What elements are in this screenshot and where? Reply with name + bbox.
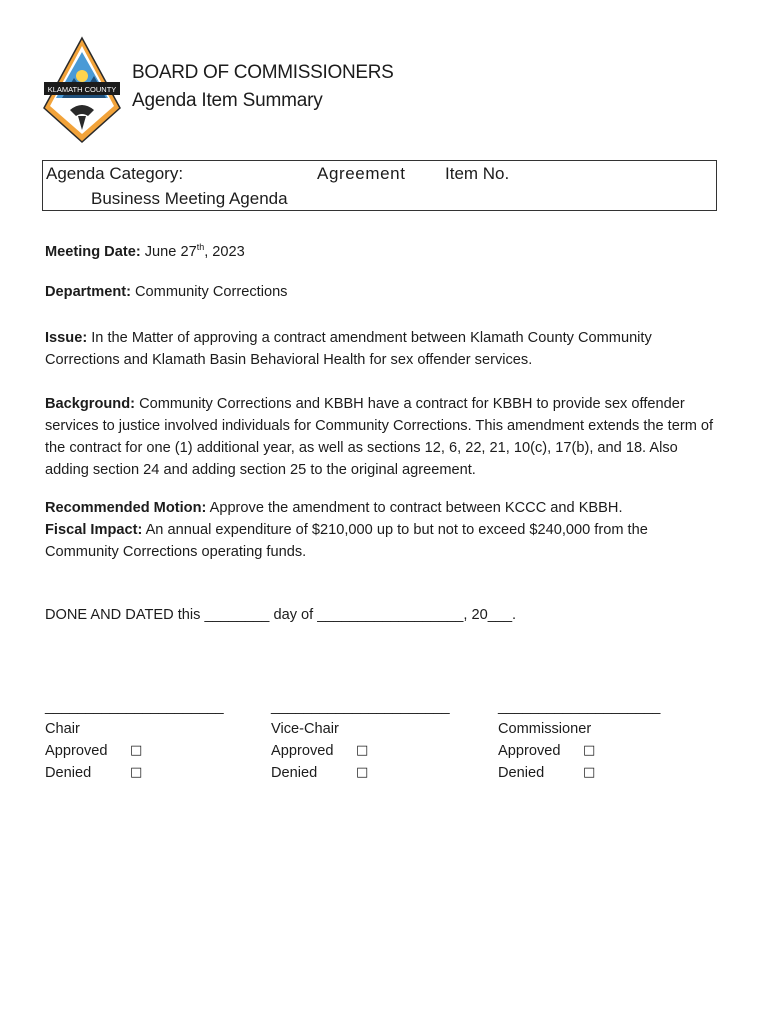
done-and-dated: DONE AND DATED this ________ day of __________________, 20___. [45, 607, 517, 623]
department-label: Department: [45, 284, 131, 300]
issue-text: In the Matter of approving a contract amendment between Klamath County Community Corrections and Klamath Basin Behavioral Health for sex offender services. [45, 330, 652, 368]
signature-role: Vice-Chair [271, 721, 339, 737]
meeting-date-label: Meeting Date: [45, 243, 141, 260]
denied-checkbox[interactable]: □ [130, 765, 143, 780]
denied-label: Denied [498, 765, 545, 781]
klamath-county-logo [40, 36, 124, 144]
signature-role: Chair [45, 721, 80, 737]
meeting-date-value: June 27th, 2023 [144, 242, 245, 260]
background [45, 393, 725, 481]
approved-checkbox[interactable]: □ [356, 743, 369, 758]
recommended-motion [45, 497, 725, 519]
motion-text: Approve the amendment to contract between KCCC and KBBH. [209, 500, 623, 516]
denied-label: Denied [45, 765, 92, 781]
fiscal-impact [45, 519, 725, 563]
agenda-category-box [42, 160, 717, 211]
signature-block-chair [45, 696, 255, 784]
denied-checkbox[interactable]: □ [583, 765, 596, 780]
svg-text:KLAMATH COUNTY: KLAMATH COUNTY [47, 85, 117, 94]
department [45, 281, 725, 303]
approved-label: Approved [498, 743, 561, 759]
department-value: Community Corrections [135, 284, 288, 300]
approved-checkbox[interactable]: □ [583, 743, 596, 758]
motion-label: Recommended Motion: [45, 500, 207, 516]
board-title: BOARD OF COMMISSIONERS [132, 62, 394, 83]
item-number-label: Item No. [445, 164, 510, 183]
signature-block-vice-chair [271, 696, 481, 784]
signature-line: ____________________ [498, 699, 661, 715]
fiscal-label: Fiscal Impact: [45, 522, 143, 538]
denied-checkbox[interactable]: □ [356, 765, 369, 780]
signature-line: ______________________ [45, 699, 224, 715]
approved-label: Approved [45, 743, 108, 759]
meeting-date [45, 236, 725, 263]
background-label: Background: [45, 396, 135, 412]
denied-label: Denied [271, 765, 318, 781]
background-text: Community Corrections and KBBH have a contract for KBBH to provide sex offender services to justice involved individuals for Community Corrections. This amendment extends the term of the contract for one (1) additional year, as well as sections 12, 6, 22, 21, 10(c), 17(b), and 18. Also adding section 24 and adding section 25 to the original agreement. [45, 396, 714, 478]
signature-line: ______________________ [271, 699, 450, 715]
issue [45, 327, 725, 371]
agenda-category-label: Agenda Category: [46, 164, 184, 183]
agenda-category-value: Business Meeting Agenda [91, 189, 288, 208]
fiscal-text: An annual expenditure of $210,000 up to but not to exceed $240,000 from the Community Corrections operating funds. [45, 522, 648, 560]
signature-role: Commissioner [498, 721, 592, 737]
page-subtitle: Agenda Item Summary [132, 90, 323, 111]
approved-checkbox[interactable]: □ [130, 743, 143, 758]
signature-block-commissioner [498, 696, 708, 784]
agenda-type: Agreement [317, 164, 406, 183]
issue-label: Issue: [45, 330, 88, 346]
approved-label: Approved [271, 743, 334, 759]
